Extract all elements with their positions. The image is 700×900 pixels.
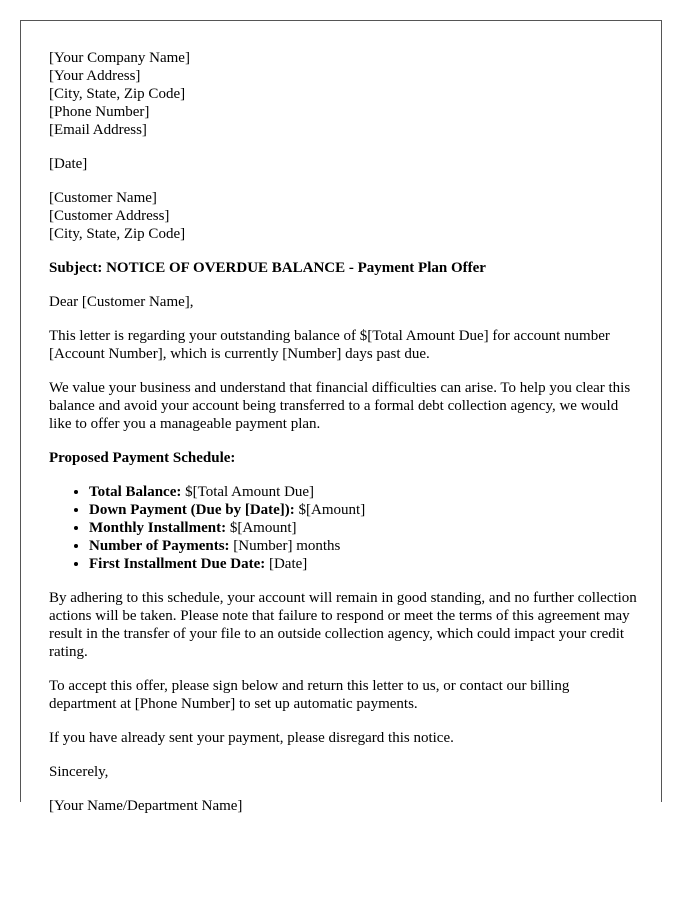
letter-date: [Date] [49,156,88,172]
schedule-item-first-due-date [89,555,639,573]
recipient-address: [Customer Address] [49,208,170,224]
schedule-item-label: Number of Payments: [89,538,230,554]
paragraph-terms: By adhering to this schedule, your account will remain in good standing, and no further collection actions will be taken. Please note that failure to respond or meet the terms of this agreement may result in the transfer of your file to an outside collection agency, which could impact your credit rating. [49,590,637,660]
schedule-item-label: Total Balance: [89,484,182,500]
recipient-city-state-zip: [City, State, Zip Code] [49,226,186,242]
schedule-item-value: [Number] months [229,538,341,554]
schedule-item-value: $[Amount] [294,502,366,518]
schedule-item-down-payment [89,501,639,519]
schedule-item-monthly-installment [89,519,639,537]
paragraph-accept: To accept this offer, please sign below and return this letter to us, or contact our billing department at [Phone Number] to set up automatic payments. [49,678,570,712]
recipient-name: [Customer Name] [49,190,157,206]
schedule-item-label: Down Payment (Due by [Date]): [89,502,295,518]
schedule-heading: Proposed Payment Schedule: [49,450,236,466]
paragraph-offer: We value your business and understand that financial difficulties can arise. To help you clear this balance and avoid your account being transferred to a formal debt collection agency, we would like to offer you a manageable payment plan. [49,380,631,432]
signature-line: [Your Name/Department Name] [49,798,243,814]
schedule-item-value: $[Total Amount Due] [181,484,315,500]
schedule-item-label: First Installment Due Date: [89,556,266,572]
sender-email: [Email Address] [49,122,147,138]
paragraph-balance: This letter is regarding your outstanding balance of $[Total Amount Due] for account number [Account Number], which is currently [Number] days past due. [49,328,610,362]
schedule-item-value: [Date] [265,556,308,572]
salutation: Dear [Customer Name], [49,294,194,310]
sender-city-state-zip: [City, State, Zip Code] [49,86,186,102]
sender-block [49,49,639,139]
schedule-item-number-of-payments [89,537,639,555]
closing: Sincerely, [49,764,109,780]
letter-body [49,49,639,831]
paragraph-disregard: If you have already sent your payment, please disregard this notice. [49,730,454,746]
letter-page [20,20,662,814]
schedule-item-value: $[Amount] [226,520,297,536]
recipient-block [49,189,639,243]
schedule-item-label: Monthly Installment: [89,520,227,536]
sender-address: [Your Address] [49,68,141,84]
date-block [49,155,639,173]
sender-company: [Your Company Name] [49,50,190,66]
schedule-item-total-balance [89,483,639,501]
sender-phone: [Phone Number] [49,104,150,120]
schedule-list [49,483,639,573]
subject-line: Subject: NOTICE OF OVERDUE BALANCE - Payment Plan Offer [49,260,486,276]
